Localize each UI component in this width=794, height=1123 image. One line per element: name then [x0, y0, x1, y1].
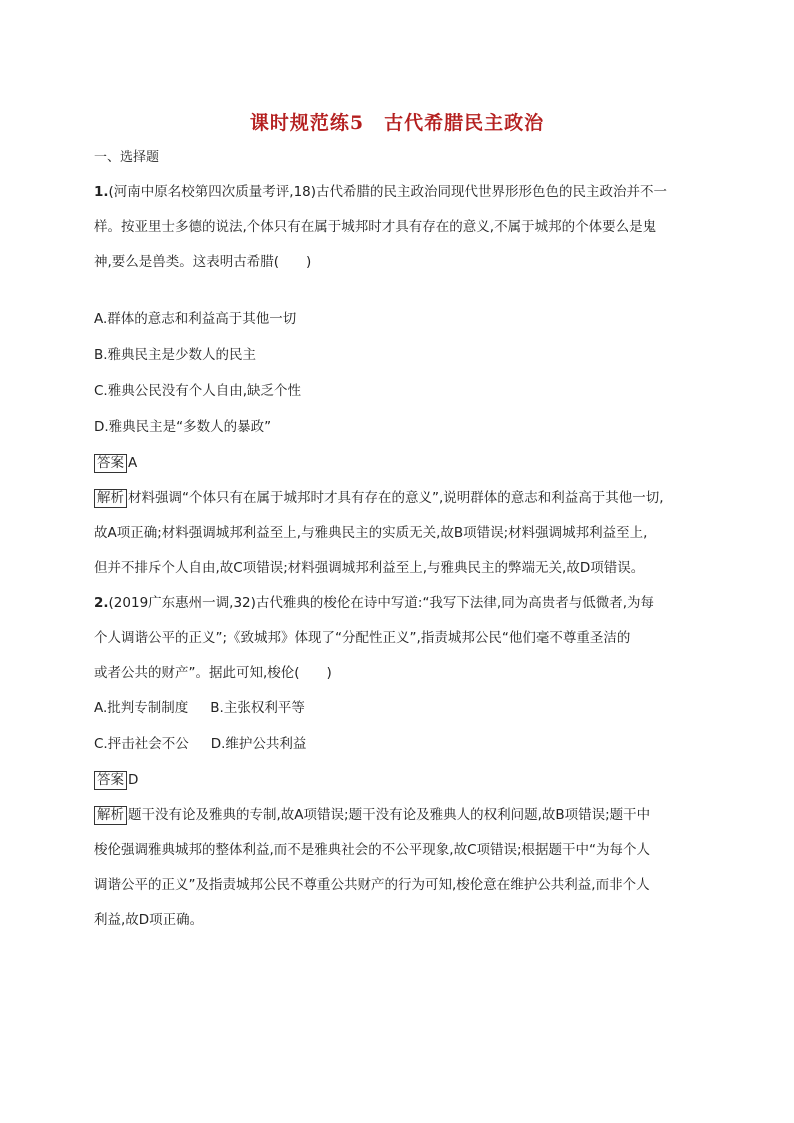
answer-label: 答案 — [94, 454, 127, 473]
answer-label: 答案 — [94, 771, 127, 790]
option-b: B.主张权利平等 — [210, 700, 305, 716]
question-1-line: 神,要么是兽类。这表明古希腊( ) — [94, 254, 312, 270]
analysis-line: 调谐公平的正义”及指责城邦公民不尊重公共财产的行为可知,梭伦意在维护公共利益,而非个人 — [94, 877, 650, 893]
analysis-label: 解析 — [94, 806, 127, 825]
analysis-line: 故A项正确;材料强调城邦利益至上,与雅典民主的实质无关,故B项错误;材料强调城邦利益至上, — [94, 525, 648, 541]
question-2-line — [94, 593, 714, 613]
option-c: C.雅典公民没有个人自由,缺乏个性 — [94, 383, 302, 399]
analysis-text: 题干没有论及雅典的专制,故A项错误;题干没有论及雅典人的权利问题,故B项错误;题干中 — [128, 807, 651, 823]
question-number: 1. — [94, 184, 109, 200]
answer-value: D — [128, 772, 139, 788]
question-number: 2. — [94, 595, 109, 611]
question-2-line: 或者公共的财产”。据此可知,梭伦( ) — [94, 665, 332, 681]
question-2 — [94, 593, 714, 930]
option-row — [94, 734, 714, 754]
option-d: D.维护公共利益 — [210, 736, 307, 752]
question-1-line — [94, 182, 714, 202]
section-heading: 一、选择题 — [94, 150, 160, 165]
answer-space — [94, 287, 714, 309]
answer-row — [94, 453, 714, 473]
option-row — [94, 698, 714, 718]
analysis-label: 解析 — [94, 489, 127, 508]
analysis-line: 但并不排斥个人自由,故C项错误;材料强调城邦利益至上,与雅典民主的弊端无关,故D项错误。 — [94, 560, 645, 576]
question-1-line: 样。按亚里士多德的说法,个体只有在属于城邦时才具有存在的意义,不属于城邦的个体要么是鬼 — [94, 219, 657, 235]
answer-row — [94, 770, 714, 790]
analysis-line: 利益,故D项正确。 — [94, 912, 204, 928]
option-a: A.批判专制制度 — [94, 700, 189, 716]
answer-value: A — [128, 455, 138, 471]
page-title: 课时规范练5 古代希腊民主政治 — [249, 112, 545, 134]
analysis-line — [94, 805, 714, 825]
question-text: (2019广东惠州一调,32)古代雅典的梭伦在诗中写道:“我写下法律,同为高贵者与低微者,为每 — [108, 595, 655, 611]
option-d: D.雅典民主是“多数人的暴政” — [94, 419, 272, 435]
analysis-line: 梭伦强调雅典城邦的整体利益,而不是雅典社会的不公平现象,故C项错误;根据题干中“为每个人 — [94, 842, 651, 858]
question-1 — [94, 182, 714, 578]
option-a: A.群体的意志和利益高于其他一切 — [94, 311, 297, 327]
option-b: B.雅典民主是少数人的民主 — [94, 347, 257, 363]
question-text: (河南中原名校第四次质量考评,18)古代希腊的民主政治同现代世界形形色色的民主政治并不一 — [108, 184, 668, 200]
worksheet-body — [94, 150, 714, 945]
option-c: C.抨击社会不公 — [94, 736, 189, 752]
question-2-line: 个人调谐公平的正义”;《致城邦》体现了“分配性正义”,指责城邦公民“他们毫不尊重圣洁的 — [94, 630, 631, 646]
analysis-text: 材料强调“个体只有在属于城邦时才具有存在的意义”,说明群体的意志和利益高于其他一切, — [128, 490, 664, 506]
analysis-line — [94, 488, 714, 508]
